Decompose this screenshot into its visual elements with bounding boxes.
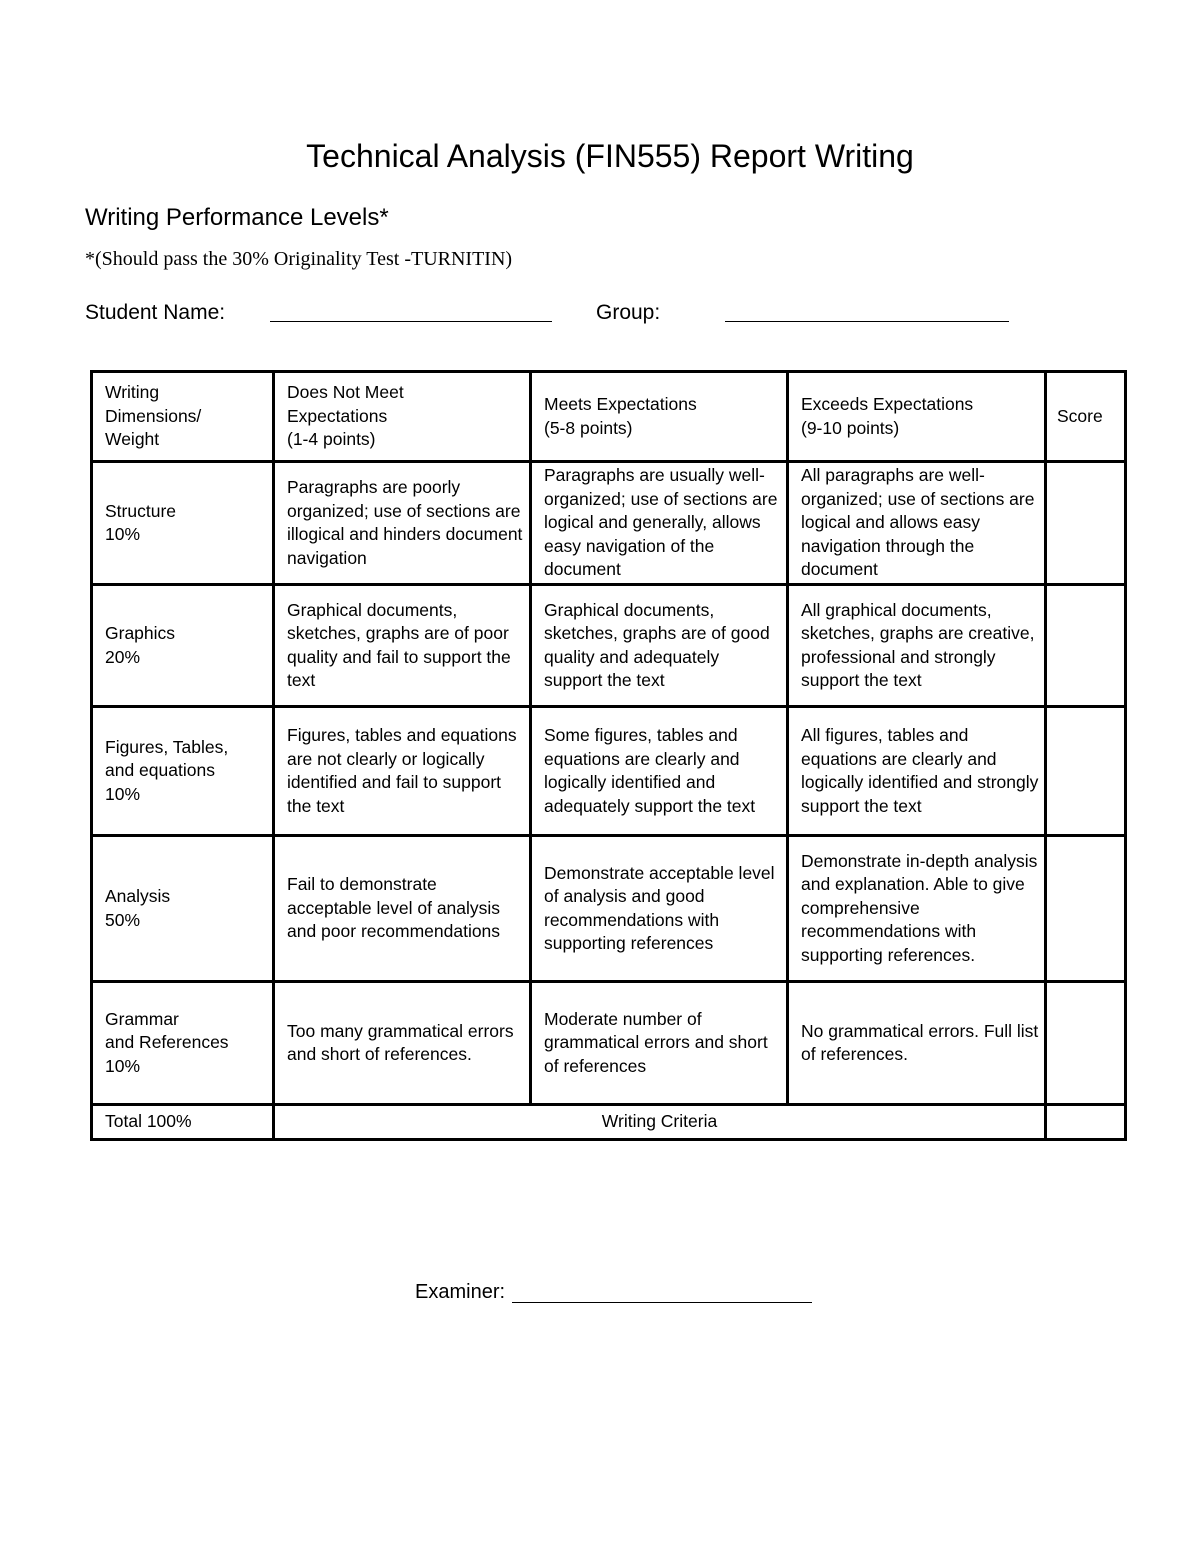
meets-cell [531,585,788,707]
document-title: Technical Analysis (FIN555) Report Writing [306,138,914,174]
header-score-text: Score [1057,405,1103,426]
total-score-cell[interactable] [1046,1105,1126,1140]
does-not-meet-cell [274,836,531,982]
dimension-cell [92,836,274,982]
student-name-blank[interactable] [270,321,552,322]
header-meets [531,372,788,462]
criteria-text: All paragraphs are well-organized; use of sections are logical and allows easy navigation through the document [801,465,1035,580]
criteria-text: Demonstrate acceptable level of analysis and good recommendations with supporting references [544,862,775,953]
score-cell[interactable] [1046,836,1126,982]
table-row [92,982,1126,1105]
rubric-table [90,370,1127,1141]
total-row [92,1105,1126,1140]
criteria-text: Graphical documents, sketches, graphs are of good quality and adequately support the text [544,599,770,690]
score-cell[interactable] [1046,982,1126,1105]
header-score [1046,372,1126,462]
header-dimension [92,372,274,462]
criteria-text: Graphical documents, sketches, graphs are of poor quality and fail to support the text [287,599,511,690]
dimension-cell [92,462,274,585]
exceeds-cell [788,707,1046,836]
header-does-not-meet-text: Does Not Meet Expectations (1-4 points) [287,382,404,450]
exceeds-cell [788,462,1046,585]
student-name-label: Student Name: [85,301,226,324]
criteria-text: Paragraphs are usually well-organized; use of sections are logical and generally, allows easy navigation of the document [544,465,778,580]
does-not-meet-cell [274,982,531,1105]
examiner-label: Examiner: [415,1281,506,1303]
table-row [92,836,1126,982]
header-dimension-text: Writing Dimensions/ Weight [105,382,202,450]
criteria-label: Writing Criteria [601,1111,718,1132]
meets-cell [531,462,788,585]
dimension-text: Figures, Tables, and equations 10% [105,736,229,804]
criteria-text: No grammatical errors. Full list of references. [801,1020,1039,1064]
criteria-text: Figures, tables and equations are not clearly or logically identified and fail to support the text [287,725,517,816]
score-cell[interactable] [1046,707,1126,836]
does-not-meet-cell [274,707,531,836]
total-label-cell [92,1105,274,1140]
criteria-text: Demonstrate in-depth analysis and explanation. Able to give comprehensive recommendations with supporting references. [801,850,1038,965]
dimension-text: Grammar and References 10% [105,1008,229,1076]
meets-cell [531,707,788,836]
does-not-meet-cell [274,585,531,707]
criteria-text: All figures, tables and equations are clearly and logically identified and strongly support the text [801,725,1039,816]
exceeds-cell [788,836,1046,982]
table-row [92,585,1126,707]
criteria-text: Some figures, tables and equations are clearly and logically identified and adequately support the text [544,725,756,816]
dimension-text: Graphics 20% [105,623,176,667]
header-meets-text: Meets Expectations (5-8 points) [544,394,697,438]
score-cell[interactable] [1046,585,1126,707]
table-row [92,462,1126,585]
criteria-label-cell [274,1105,1046,1140]
header-exceeds-text: Exceeds Expectations (9-10 points) [801,394,974,438]
dimension-text: Analysis 50% [105,886,171,930]
group-label: Group: [596,301,661,324]
exceeds-cell [788,585,1046,707]
criteria-text: All graphical documents, sketches, graphs are creative, professional and strongly support the text [801,599,1035,690]
does-not-meet-cell [274,462,531,585]
criteria-text: Too many grammatical errors and short of references. [287,1020,514,1064]
criteria-text: Paragraphs are poorly organized; use of sections are illogical and hinders document navigation [287,477,523,568]
table-row [92,707,1126,836]
meets-cell [531,982,788,1105]
examiner-blank[interactable] [512,1302,812,1303]
header-does-not-meet [274,372,531,462]
criteria-text: Fail to demonstrate acceptable level of analysis and poor recommendations [287,874,501,942]
dimension-cell [92,585,274,707]
header-exceeds [788,372,1046,462]
meets-cell [531,836,788,982]
originality-note: *(Should pass the 30% Originality Test -TURNITIN) [85,248,513,270]
dimension-cell [92,707,274,836]
group-blank[interactable] [725,321,1009,322]
score-cell[interactable] [1046,462,1126,585]
dimension-cell [92,982,274,1105]
dimension-text: Structure 10% [105,500,176,544]
criteria-text: Moderate number of grammatical errors and short of references [544,1008,768,1076]
total-label: Total 100% [105,1111,192,1132]
exceeds-cell [788,982,1046,1105]
header-row [92,372,1126,462]
performance-levels-heading: Writing Performance Levels* [85,204,389,231]
